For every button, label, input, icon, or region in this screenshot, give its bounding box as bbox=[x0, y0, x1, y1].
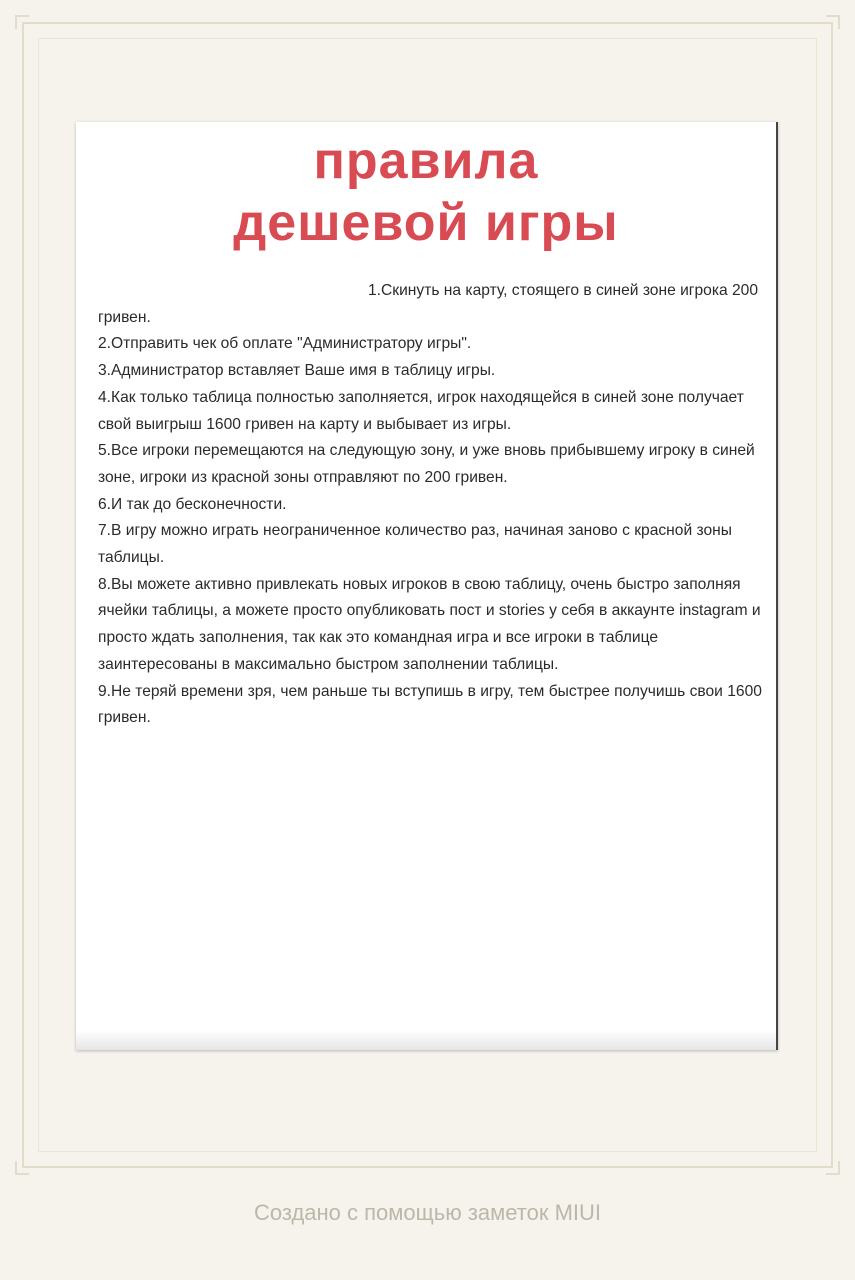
rule-item-8: 8.Вы можете активно привлекать новых игроков в свою таблицу, очень быстро заполняя ячейки таблицы, а можете просто опубликовать пост и stories у себя в аккаунте instagram и просто ждать заполнения, так как это командная игра и все игроки в таблице заинтересованы в максимально быстром заполнении таблицы. bbox=[98, 575, 761, 673]
rule-item-1: 1.Скинуть на карту, стоящего в синей зоне игрока 200 гривен. bbox=[98, 282, 759, 326]
frame-corner-ornament bbox=[826, 1161, 840, 1175]
rules-title-line-2: дешевой игры bbox=[233, 194, 619, 252]
rule-item-5: 5.Все игроки перемещаются на следующую зону, и уже вновь прибывшему игроку в синей зоне, игроки из красной зоны отправляют по 200 гривен. bbox=[98, 442, 755, 486]
rule-item-9: 9.Не теряй времени зря, чем раньше ты вступишь в игру, тем быстрее получишь свои 1600 гривен. bbox=[98, 682, 762, 727]
rule-item-3: 3.Администратор вставляет Ваше имя в таблицу игры. bbox=[98, 362, 496, 380]
frame-corner-ornament bbox=[15, 1161, 29, 1175]
rules-image[interactable] bbox=[76, 122, 778, 1050]
rules-title-line-1: правила bbox=[313, 132, 539, 190]
rule-item-2: 2.Отправить чек об оплате "Администратору игры". bbox=[98, 335, 472, 353]
image-bottom-edge bbox=[76, 1030, 776, 1050]
rule-item-4: 4.Как только таблица полностью заполняется, игрок находящейся в синей зоне получает свой выигрыш 1600 гривен на карту и выбывает из игры. bbox=[98, 388, 744, 433]
rules-list bbox=[76, 278, 776, 732]
frame-corner-ornament bbox=[15, 15, 29, 29]
rule-item-6: 6.И так до бесконечности. bbox=[98, 495, 287, 513]
rule-item-7: 7.В игру можно играть неограниченное количество раз, начиная заново с красной зоны таблицы. bbox=[98, 522, 732, 567]
rules-title bbox=[76, 130, 776, 254]
frame-corner-ornament bbox=[826, 15, 840, 29]
miui-notes-footer: Создано с помощью заметок MIUI bbox=[253, 1200, 602, 1225]
